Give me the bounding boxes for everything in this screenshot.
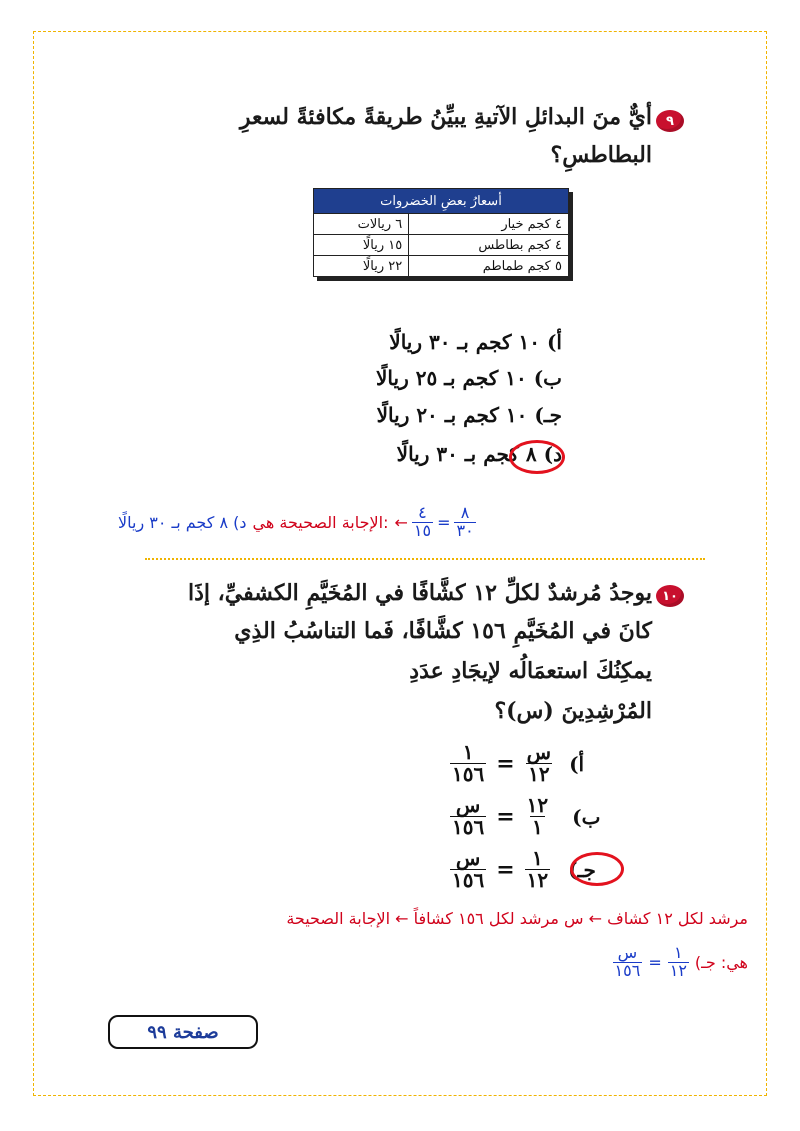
- fraction: [525, 742, 553, 785]
- equals-sign: =: [437, 512, 451, 532]
- question-10-number-badge: ١٠: [656, 585, 684, 607]
- question-10-line-1: يوجدُ مُرشدٌ لكلِّ ١٢ كشَّافًا في المُخَيَّمِ الكشفيِّ، إذَا: [187, 580, 652, 606]
- table-header: أسعارُ بعضِ الخضروات: [314, 189, 569, 214]
- question-9-number-badge: ٩: [656, 110, 684, 132]
- answer-label: هي: جـ): [694, 952, 748, 972]
- equals-sign: =: [496, 803, 515, 830]
- question-10-line-3: يمكِنُكَ استعمَالُه لإيجَادِ عدَدِ: [409, 658, 652, 684]
- correct-answer-circle: [509, 440, 565, 474]
- table-cell: ٤ كجم خيار: [409, 214, 569, 235]
- fraction-denominator: ١: [532, 815, 543, 839]
- question-9-line-2: البطاطسِ؟: [550, 142, 652, 168]
- fraction-numerator: س: [526, 740, 552, 764]
- option-letter: ب): [572, 804, 601, 829]
- fraction-numerator: ١: [532, 846, 543, 870]
- q9-option-b: [376, 366, 562, 390]
- q9-option-a: [389, 330, 562, 354]
- option-letter: جـ): [568, 857, 596, 882]
- equals-sign: =: [496, 750, 515, 777]
- fraction-denominator: ١٥٦: [614, 960, 641, 980]
- fraction-denominator: ١٥: [413, 520, 432, 540]
- fraction: [450, 848, 486, 891]
- answer-value: د) ٨ كجم بـ ٣٠ ريالًا: [118, 512, 247, 532]
- option-letter: ب): [533, 366, 562, 390]
- q9-option-c: [377, 403, 562, 427]
- fraction-numerator: ١: [674, 943, 683, 962]
- fraction-numerator: س: [455, 846, 481, 870]
- fraction-denominator: ١٢: [526, 868, 549, 892]
- option-letter: جـ): [534, 403, 562, 427]
- page-number-label: صفحة ٩٩: [108, 1015, 258, 1049]
- fraction: [412, 505, 433, 540]
- option-letter: أ): [546, 330, 562, 354]
- fraction-numerator: ١٢: [526, 793, 549, 817]
- fraction-denominator: ١٥٦: [452, 762, 485, 786]
- option-text: ١٠ كجم بـ ٢٠ ريالًا: [376, 403, 528, 427]
- table-row: [314, 214, 569, 235]
- q10-answer-line-1: مرشد لكل ١٢ كشاف ← س مرشد لكل ١٥٦ كشافاً ← الإجابة الصحيحة: [286, 909, 748, 928]
- equals-sign: =: [496, 856, 515, 883]
- q10-option-a: [450, 742, 584, 785]
- q10-option-b: [450, 795, 600, 838]
- question-10-line-4: المُرْشِدِينَ (س)؟: [494, 698, 652, 724]
- fraction-numerator: س: [455, 793, 481, 817]
- fraction-numerator: ٨: [460, 503, 470, 522]
- fraction-denominator: ١٢: [669, 960, 687, 980]
- fraction-numerator: ١: [462, 740, 474, 764]
- fraction: [450, 742, 486, 785]
- question-9-line-1: أيٌّ منَ البدائلِ الآتيةِ يبيِّنُ طريقةً مكافئةً لسعرِ: [239, 104, 652, 130]
- option-letter: د): [543, 442, 562, 466]
- answer-equation: [613, 945, 689, 980]
- table-cell: ٤ كجم بطاطس: [409, 235, 569, 256]
- table-cell: ٦ ريالات: [314, 214, 409, 235]
- answer-label: الإجابة الصحيحة هي:: [252, 512, 389, 532]
- table-cell: ٥ كجم طماطم: [409, 256, 569, 277]
- fraction: [668, 945, 689, 980]
- fraction-denominator: ٣٠: [456, 520, 474, 540]
- option-text: ٨ كجم بـ ٣٠ ريالًا: [396, 442, 537, 466]
- section-divider: [145, 558, 705, 560]
- correct-answer-circle: [570, 852, 624, 886]
- fraction: [613, 945, 643, 980]
- equals-sign: =: [648, 952, 662, 972]
- fraction-denominator: ١٥٦: [452, 815, 485, 839]
- fraction: [525, 848, 550, 891]
- arrow-icon: ←: [394, 512, 408, 532]
- option-text: ١٠ كجم بـ ٢٥ ريالًا: [376, 366, 527, 390]
- option-text: ١٠ كجم بـ ٣٠ ريالًا: [389, 330, 540, 354]
- vegetable-prices-table: [313, 188, 569, 277]
- question-10-line-2: كانَ في المُخَيَّمِ ١٥٦ كشَّافًا، فَما التناسُبُ الذِي: [234, 618, 652, 644]
- table-cell: ١٥ ريالًا: [314, 235, 409, 256]
- fraction: [454, 505, 475, 540]
- fraction-numerator: س: [617, 943, 638, 962]
- table-row: [314, 256, 569, 277]
- option-letter: أ): [569, 751, 585, 776]
- fraction-numerator: ٤: [418, 503, 427, 522]
- table-row: [314, 235, 569, 256]
- fraction: [525, 795, 550, 838]
- table-cell: ٢٢ ريالًا: [314, 256, 409, 277]
- fraction-denominator: ١٢: [528, 762, 550, 786]
- fraction: [450, 795, 486, 838]
- q10-answer-line-2: [613, 945, 748, 980]
- q9-answer-line: [118, 505, 480, 540]
- fraction-denominator: ١٥٦: [452, 868, 485, 892]
